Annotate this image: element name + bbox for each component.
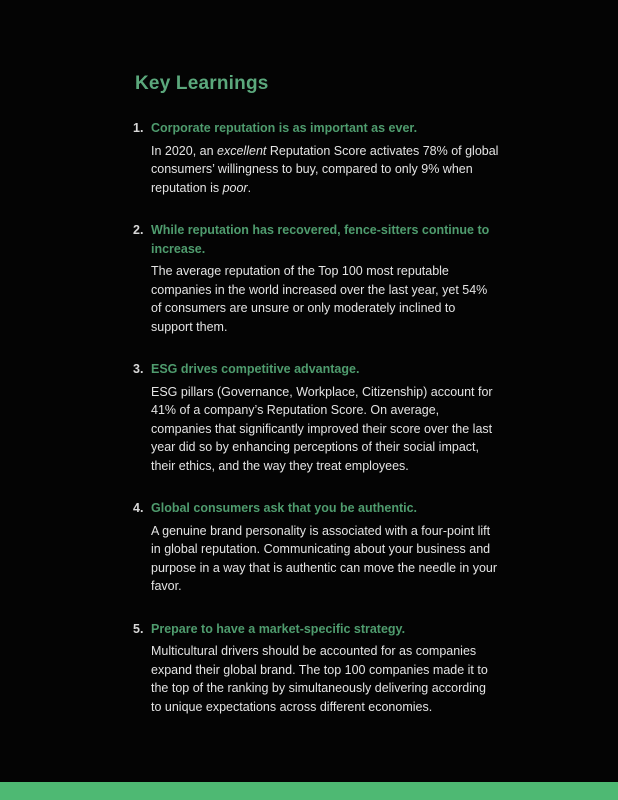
italic-text-segment: poor (222, 180, 248, 195)
learning-item-2 (133, 221, 499, 336)
item-text (151, 522, 499, 596)
item-content (151, 620, 499, 717)
item-heading: Corporate reputation is as important as ever. (151, 121, 418, 135)
item-heading: ESG drives competitive advantage. (151, 362, 360, 376)
item-heading: Global consumers ask that you be authentic. (151, 501, 418, 515)
footer-accent-bar (0, 782, 618, 800)
page-content (133, 73, 499, 740)
page-title: Key Learnings (135, 73, 269, 94)
item-number: 2. (133, 223, 144, 237)
text-segment: . (247, 180, 252, 195)
item-number: 1. (133, 121, 144, 135)
item-text (151, 383, 499, 476)
item-number: 5. (133, 621, 144, 636)
learning-item-3 (133, 360, 499, 475)
text-segment: ESG pillars (Governance, Workplace, Citizenship) account for 41% of a company’s Reputation Score. On average, companies that significantly improved their score over the last year did so by enhancing perceptions of their social impact, their ethics, and the way they treat employees. (151, 384, 493, 473)
learning-item-1 (133, 119, 499, 197)
text-segment: In 2020, an (151, 143, 218, 158)
item-content (151, 119, 499, 197)
text-segment: A genuine brand personality is associated with a four-point lift in global reputation. Communicating about your business and purpose in a way that is authentic can move the needle in your favor. (151, 523, 498, 593)
item-heading: While reputation has recovered, fence-sitters continue to increase. (151, 223, 490, 256)
text-segment: The average reputation of the Top 100 most reputable companies in the world increased over the last year, yet 54% of consumers are unsure or only moderately inclined to support them. (151, 264, 488, 334)
learnings-list (133, 119, 499, 716)
text-segment: Reputation Score activates 78% of global consumers’ willingness to buy, compared to only 9% when reputation is (151, 143, 499, 195)
item-content (151, 499, 499, 596)
item-number: 4. (133, 501, 144, 515)
item-text (151, 142, 499, 198)
item-number: 3. (133, 362, 144, 376)
italic-text-segment: excellent (217, 143, 267, 158)
item-content (151, 360, 499, 475)
item-text (151, 642, 499, 716)
text-segment: Multicultural drivers should be accounted for as companies expand their global brand. The top 100 companies made it to the top of the ranking by simultaneously delivering according to unique expectations across different economies. (151, 644, 488, 714)
learning-item-4 (133, 499, 499, 596)
learning-item-5 (133, 620, 499, 717)
item-heading: Prepare to have a market-specific strategy. (151, 621, 406, 636)
item-text (151, 262, 499, 336)
item-content (151, 221, 499, 336)
